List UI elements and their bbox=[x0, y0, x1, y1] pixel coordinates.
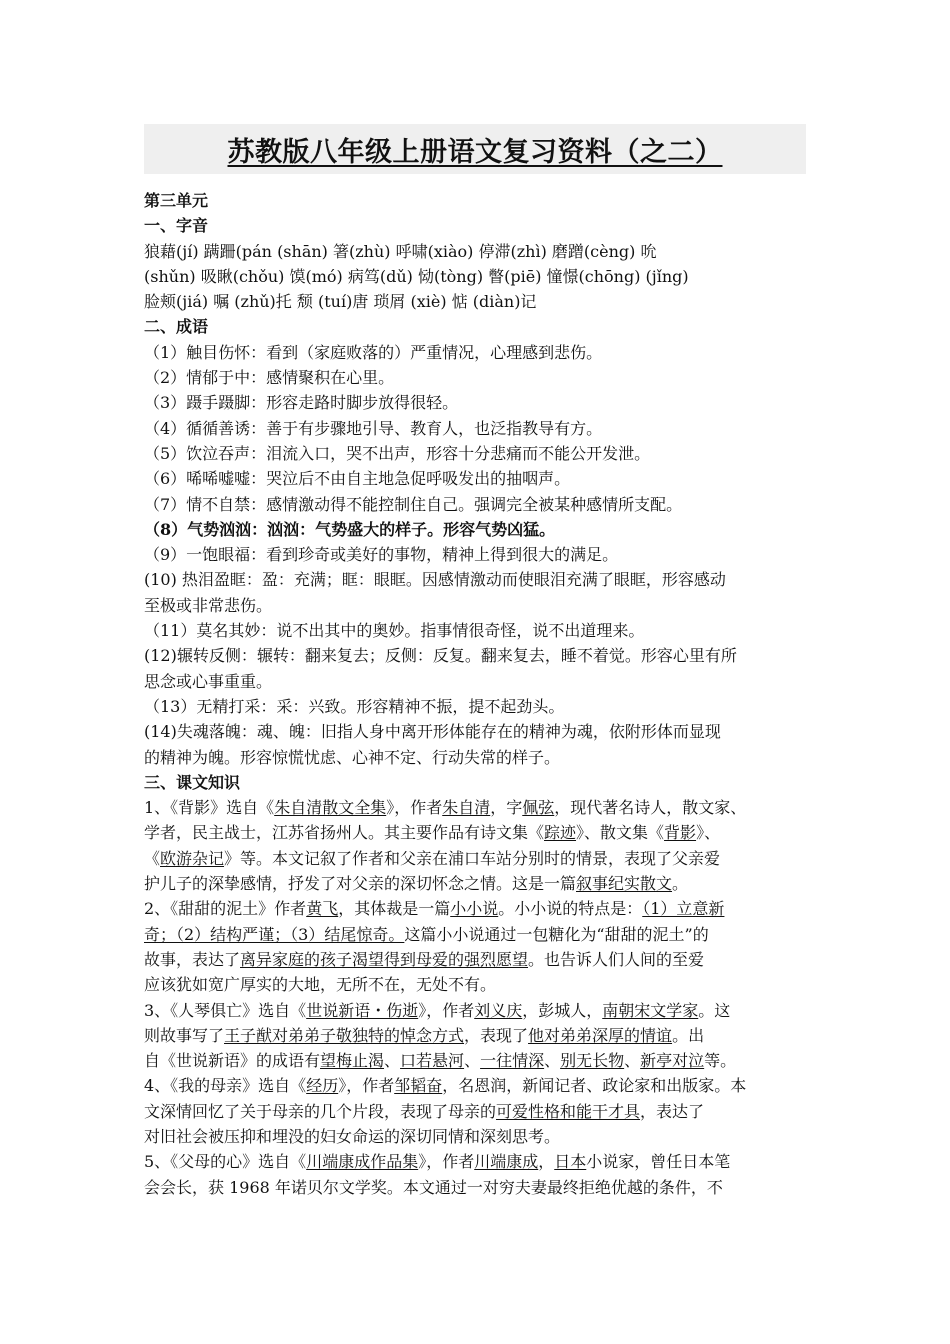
underlined-term: 可爱性格和能干才具 bbox=[496, 1101, 641, 1121]
text-run: 这篇小小说通过一包糖化为“甜甜的泥土”的 bbox=[404, 924, 709, 944]
text-run: 、 bbox=[464, 1051, 481, 1071]
knowledge-line bbox=[144, 1023, 806, 1048]
text-run: 会会长，获 1968 年诺贝尔文学奖。本文通过一对穷夫妻最终拒绝优越的条件，不 bbox=[144, 1177, 723, 1197]
text-run: ，现代著名诗人，散文家、 bbox=[554, 798, 747, 818]
text-run: 》、 bbox=[696, 823, 721, 843]
underlined-term: 朱自清散文全集 bbox=[274, 798, 387, 818]
idiom-line-bold: （8）气势汹汹：汹汹：气势盛大的样子。形容气势凶猛。 bbox=[144, 519, 556, 539]
underlined-term: 川端康成作品集 bbox=[306, 1152, 419, 1172]
text-run: 学者，民主战士，江苏省扬州人。其主要作品有诗文集《 bbox=[144, 823, 545, 843]
text-run: 》，作者 bbox=[338, 1076, 395, 1096]
idiom-line: (12)辗转反侧：辗转：翻来复去；反侧：反复。翻来复去，睡不着觉。形容心里有所 bbox=[144, 646, 737, 666]
underlined-term: 背影 bbox=[664, 823, 697, 843]
document-page bbox=[144, 124, 806, 1200]
underlined-term: 黄飞 bbox=[306, 899, 339, 919]
text-run: 、 bbox=[544, 1051, 561, 1071]
text-run: 2、《甜甜的泥土》作者 bbox=[144, 899, 307, 919]
text-knowledge-paragraphs bbox=[144, 795, 806, 1200]
knowledge-line bbox=[144, 1048, 806, 1073]
text-run: ，名恩润，新闻记者、政论家和出版家。本 bbox=[442, 1076, 747, 1096]
document-title: 苏教版八年级上册语文复习资料（之二） bbox=[227, 136, 723, 168]
text-run: 》、散文集《 bbox=[576, 823, 665, 843]
idiom-line: （3）蹑手蹑脚：形容走路时脚步放得很轻。 bbox=[144, 393, 459, 413]
text-run: 。出 bbox=[672, 1025, 705, 1045]
underlined-term: 世说新语・伤逝 bbox=[306, 1000, 419, 1020]
knowledge-line bbox=[144, 795, 806, 820]
text-run: 。这 bbox=[698, 1000, 731, 1020]
text-run: 自《世说新语》的成语有 bbox=[144, 1051, 321, 1071]
underlined-term: 他对弟弟深厚的情谊 bbox=[528, 1025, 673, 1045]
underlined-term: 一往情深 bbox=[480, 1051, 545, 1071]
text-run: ，其体裁是一篇 bbox=[338, 899, 451, 919]
text-run: ，字 bbox=[490, 798, 523, 818]
underlined-term: 奇；（2）结构严谨；（3）结尾惊奇。 bbox=[144, 924, 405, 944]
knowledge-line bbox=[144, 972, 806, 997]
text-run: 》，作者 bbox=[418, 1000, 475, 1020]
text-run: 应该犹如宽广厚实的大地，无所不在，无处不有。 bbox=[144, 975, 497, 995]
knowledge-line bbox=[144, 1149, 806, 1174]
idiom-line: （2）情郁于中：感情聚积在心里。 bbox=[144, 368, 395, 388]
section-heading-pronunciation: 一、字音 bbox=[144, 216, 209, 236]
pronunciation-line: 脸颊(jiá) 嘱 (zhǔ)托 颓 (tuí)唐 琐屑 (xiè) 惦 (diàn)记 bbox=[144, 292, 537, 312]
underlined-term: 邹韬奋 bbox=[394, 1076, 443, 1096]
knowledge-line bbox=[144, 1175, 806, 1200]
idiom-line: 思念或心事重重。 bbox=[144, 671, 273, 691]
knowledge-line bbox=[144, 922, 806, 947]
underlined-term: 佩弦 bbox=[522, 798, 555, 818]
text-run: ，彭城人， bbox=[522, 1000, 603, 1020]
knowledge-line bbox=[144, 1073, 806, 1098]
text-run: 小说家，曾任日本笔 bbox=[586, 1152, 731, 1172]
underlined-term: 叙事纪实散文 bbox=[576, 874, 673, 894]
underlined-term: 望梅止渴 bbox=[320, 1051, 385, 1071]
text-run: 5、《父母的心》选自《 bbox=[144, 1152, 307, 1172]
underlined-term: 川端康成 bbox=[474, 1152, 539, 1172]
knowledge-line bbox=[144, 896, 806, 921]
section-heading-text-knowledge: 三、课文知识 bbox=[144, 772, 241, 792]
idiom-line: （6）唏唏嘘嘘：哭泣后不由自主地急促呼吸发出的抽咽声。 bbox=[144, 469, 571, 489]
underlined-term: 刘义庆 bbox=[474, 1000, 523, 1020]
idiom-line: （7）情不自禁：感情激动得不能控制住自己。强调完全被某种感情所支配。 bbox=[144, 494, 683, 514]
idiom-line: 至极或非常悲伤。 bbox=[144, 595, 273, 615]
text-run: 等。 bbox=[704, 1051, 737, 1071]
idiom-line: （9）一饱眼福：看到珍奇或美好的事物，精神上得到很大的满足。 bbox=[144, 545, 619, 565]
text-run: ，表现了 bbox=[464, 1025, 529, 1045]
idiom-line: （11）莫名其妙：说不出其中的奥妙。指事情很奇怪，说不出道理来。 bbox=[144, 621, 645, 641]
document-body bbox=[144, 188, 806, 1200]
text-run: ，表达了 bbox=[640, 1101, 705, 1121]
knowledge-line bbox=[144, 871, 806, 896]
unit-heading: 第三单元 bbox=[144, 191, 209, 210]
text-run: 文深情回忆了关于母亲的几个片段，表现了母亲的 bbox=[144, 1101, 497, 1121]
pronunciation-line: (shǔn) 吸瞅(chǒu) 馍(mó) 病笃(dǔ) 恸(tòng) 瞥(piē) 憧憬(chōng) (jǐng) bbox=[144, 266, 689, 286]
idiom-line: （4）循循善诱：善于有步骤地引导、教育人，也泛指教导有方。 bbox=[144, 418, 603, 438]
text-run: 《 bbox=[144, 848, 161, 868]
underlined-term: 小小说 bbox=[450, 899, 499, 919]
text-run: ， bbox=[538, 1152, 555, 1172]
idiom-line: 的精神为魄。形容惊慌忧虑、心神不定、行动失常的样子。 bbox=[144, 747, 561, 767]
title-bar bbox=[144, 124, 806, 174]
text-run: 、 bbox=[624, 1051, 641, 1071]
knowledge-line bbox=[144, 820, 806, 845]
text-run: 。小小说的特点是： bbox=[498, 899, 643, 919]
underlined-term: 朱自清 bbox=[442, 798, 491, 818]
pronunciation-line: 狼藉(jí) 蹒跚(pán (shān) 箸(zhù) 呼啸(xiào) 停滞(zhì) 磨蹭(cèng) 吮 bbox=[144, 241, 657, 261]
knowledge-line bbox=[144, 1124, 806, 1149]
underlined-term: 口若悬河 bbox=[400, 1051, 465, 1071]
text-run: 。 bbox=[672, 874, 689, 894]
text-run: 、 bbox=[384, 1051, 401, 1071]
text-run: 1、《背影》选自《 bbox=[144, 798, 275, 818]
idiom-line: （1）触目伤怀：看到（家庭败落的）严重情况，心理感到悲伤。 bbox=[144, 342, 603, 362]
knowledge-line bbox=[144, 998, 806, 1023]
text-run: 护儿子的深挚感情，抒发了对父亲的深切怀念之情。这是一篇 bbox=[144, 874, 577, 894]
text-run: 》，作者 bbox=[386, 798, 443, 818]
underlined-term: 经历 bbox=[306, 1076, 339, 1096]
idiom-line: (10) 热泪盈眶：盈：充满；眶：眼眶。因感情激动而使眼泪充满了眼眶，形容感动 bbox=[144, 570, 726, 590]
underlined-term: 南朝宋文学家 bbox=[602, 1000, 699, 1020]
knowledge-line bbox=[144, 947, 806, 972]
text-run: 3、《人琴俱亡》选自《 bbox=[144, 1000, 307, 1020]
text-run: 4、《我的母亲》选自《 bbox=[144, 1076, 307, 1096]
text-run: 对旧社会被压抑和埋没的妇女命运的深切同情和深刻思考。 bbox=[144, 1126, 561, 1146]
text-run: 则故事写了 bbox=[144, 1025, 225, 1045]
idiom-line: (14)失魂落魄：魂、魄：旧指人身中离开形体能存在的精神为魂，依附形体而显现 bbox=[144, 722, 721, 742]
underlined-term: 王子猷对弟弟子敬独特的悼念方式 bbox=[224, 1025, 465, 1045]
section-heading-idioms: 二、成语 bbox=[144, 317, 209, 337]
text-run: 。也告诉人们人间的至爱 bbox=[528, 949, 705, 969]
knowledge-line bbox=[144, 1099, 806, 1124]
underlined-term: 别无长物 bbox=[560, 1051, 625, 1071]
text-run: 》等。本文记叙了作者和父亲在浦口车站分别时的情景，表现了父亲爱 bbox=[224, 848, 721, 868]
underlined-term: 踪迹 bbox=[544, 823, 577, 843]
knowledge-line bbox=[144, 846, 806, 871]
underlined-term: 新亭对泣 bbox=[640, 1051, 705, 1071]
underlined-term: 离异家庭的孩子渴望得到母爱的强烈愿望 bbox=[240, 949, 529, 969]
underlined-term: 欧游杂记 bbox=[160, 848, 225, 868]
underlined-term: （1）立意新 bbox=[642, 899, 725, 919]
text-run: 》，作者 bbox=[418, 1152, 475, 1172]
idiom-line: （13）无精打采：采：兴致。形容精神不振，提不起劲头。 bbox=[144, 696, 565, 716]
text-run: 故事，表达了 bbox=[144, 949, 241, 969]
idiom-line: （5）饮泣吞声：泪流入口，哭不出声，形容十分悲痛而不能公开发泄。 bbox=[144, 443, 651, 463]
underlined-term: 日本 bbox=[554, 1152, 587, 1172]
